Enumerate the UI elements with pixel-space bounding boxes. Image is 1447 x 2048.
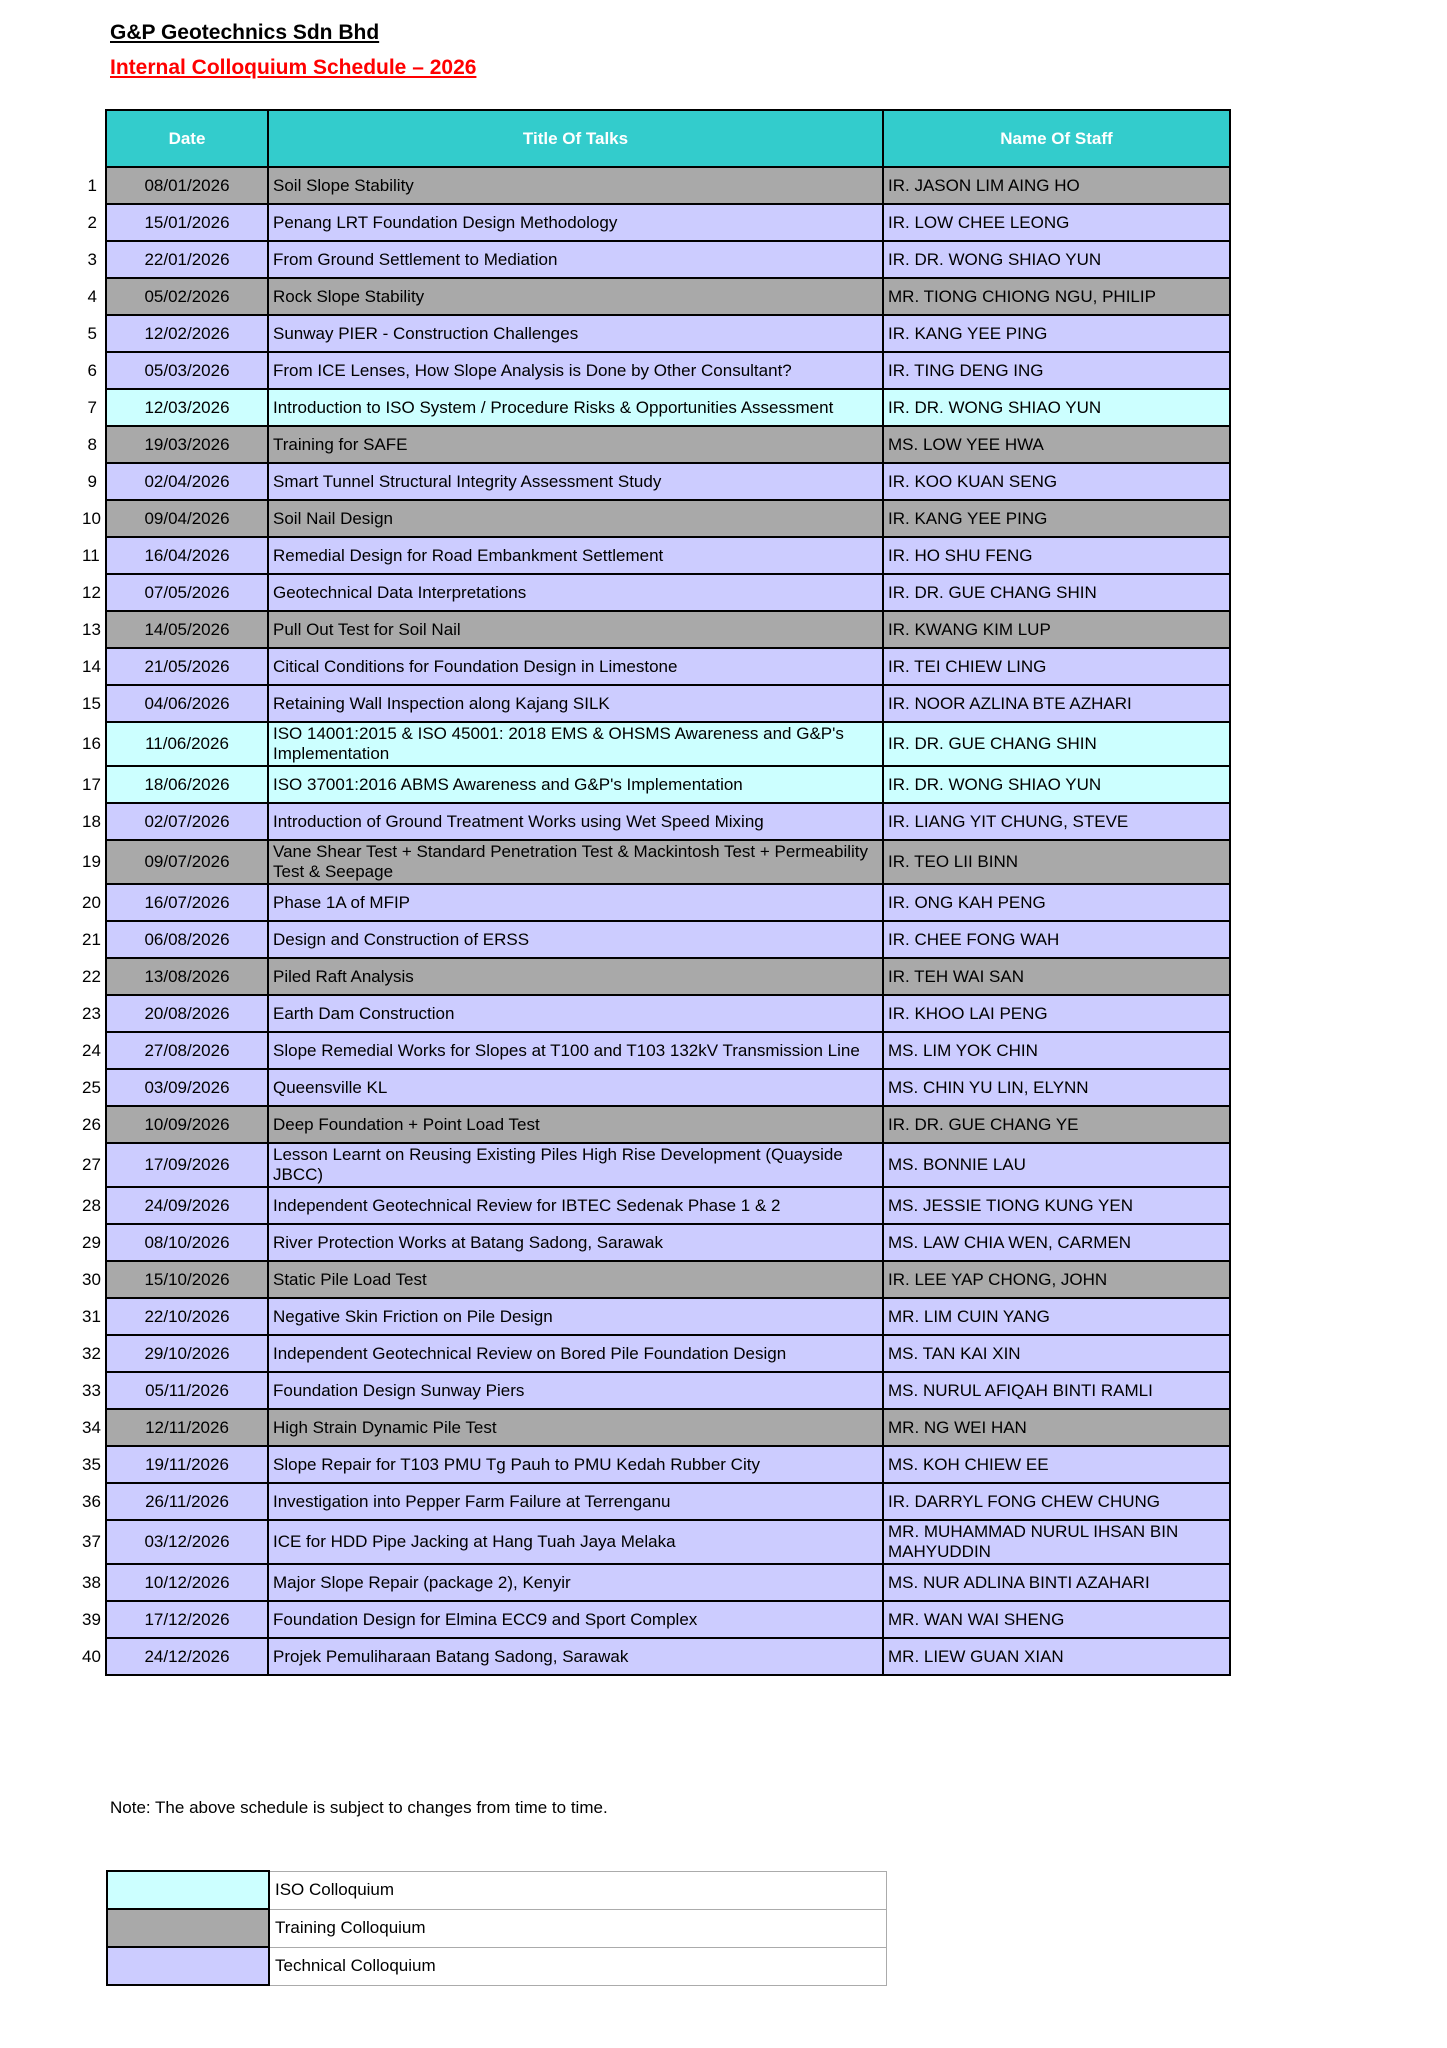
table-row — [78, 1409, 1230, 1446]
table-row — [78, 1032, 1230, 1069]
table-row — [78, 1143, 1230, 1187]
row-number: 4 — [78, 278, 106, 315]
cell-staff: IR. TEO LII BINN — [883, 840, 1230, 884]
cell-staff: MS. LOW YEE HWA — [883, 426, 1230, 463]
legend-swatch-iso — [107, 1871, 269, 1909]
row-number: 6 — [78, 352, 106, 389]
cell-title: Earth Dam Construction — [268, 995, 883, 1032]
cell-title: Design and Construction of ERSS — [268, 921, 883, 958]
table-row — [78, 1520, 1230, 1564]
cell-title: Independent Geotechnical Review for IBTEC Sedenak Phase 1 & 2 — [268, 1187, 883, 1224]
cell-title: Remedial Design for Road Embankment Settlement — [268, 537, 883, 574]
table-row — [78, 611, 1230, 648]
cell-date: 20/08/2026 — [106, 995, 268, 1032]
cell-staff: IR. DR. GUE CHANG SHIN — [883, 574, 1230, 611]
cell-title: Queensville KL — [268, 1069, 883, 1106]
cell-title: Piled Raft Analysis — [268, 958, 883, 995]
cell-staff: IR. LOW CHEE LEONG — [883, 204, 1230, 241]
cell-title: Investigation into Pepper Farm Failure at Terrenganu — [268, 1483, 883, 1520]
cell-date: 03/09/2026 — [106, 1069, 268, 1106]
legend-label-iso: ISO Colloquium — [269, 1871, 886, 1909]
cell-date: 02/07/2026 — [106, 803, 268, 840]
cell-staff: MS. TAN KAI XIN — [883, 1335, 1230, 1372]
cell-title: Independent Geotechnical Review on Bored Pile Foundation Design — [268, 1335, 883, 1372]
cell-staff: IR. KOO KUAN SENG — [883, 463, 1230, 500]
cell-date: 06/08/2026 — [106, 921, 268, 958]
row-number: 14 — [78, 648, 106, 685]
cell-title: ISO 37001:2016 ABMS Awareness and G&P's Implementation — [268, 766, 883, 803]
table-row — [78, 1224, 1230, 1261]
row-number: 27 — [78, 1143, 106, 1187]
row-number: 33 — [78, 1372, 106, 1409]
legend-row-training — [107, 1909, 886, 1947]
cell-date: 09/04/2026 — [106, 500, 268, 537]
cell-staff: IR. TEI CHIEW LING — [883, 648, 1230, 685]
cell-title: Projek Pemuliharaan Batang Sadong, Sarawak — [268, 1638, 883, 1675]
table-row — [78, 1638, 1230, 1675]
cell-title: Foundation Design Sunway Piers — [268, 1372, 883, 1409]
cell-title: River Protection Works at Batang Sadong, Sarawak — [268, 1224, 883, 1261]
cell-title: High Strain Dynamic Pile Test — [268, 1409, 883, 1446]
cell-staff: IR. KHOO LAI PENG — [883, 995, 1230, 1032]
table-row — [78, 1335, 1230, 1372]
cell-staff: IR. DR. GUE CHANG SHIN — [883, 722, 1230, 766]
schedule-table — [78, 109, 1231, 1676]
cell-date: 12/03/2026 — [106, 389, 268, 426]
row-number: 10 — [78, 500, 106, 537]
cell-staff: MS. KOH CHIEW EE — [883, 1446, 1230, 1483]
cell-date: 18/06/2026 — [106, 766, 268, 803]
cell-date: 16/04/2026 — [106, 537, 268, 574]
table-row — [78, 500, 1230, 537]
cell-title: Deep Foundation + Point Load Test — [268, 1106, 883, 1143]
row-number: 9 — [78, 463, 106, 500]
table-row — [78, 389, 1230, 426]
cell-date: 21/05/2026 — [106, 648, 268, 685]
cell-staff: MS. CHIN YU LIN, ELYNN — [883, 1069, 1230, 1106]
row-number: 30 — [78, 1261, 106, 1298]
row-number: 31 — [78, 1298, 106, 1335]
schedule-title: Internal Colloquium Schedule – 2026 — [110, 56, 477, 80]
row-number: 29 — [78, 1224, 106, 1261]
cell-date: 12/02/2026 — [106, 315, 268, 352]
cell-date: 16/07/2026 — [106, 884, 268, 921]
cell-date: 09/07/2026 — [106, 840, 268, 884]
cell-staff: MS. LAW CHIA WEN, CARMEN — [883, 1224, 1230, 1261]
cell-staff: IR. DR. WONG SHIAO YUN — [883, 389, 1230, 426]
header-title-of-talks: Title Of Talks — [268, 110, 883, 167]
cell-date: 22/10/2026 — [106, 1298, 268, 1335]
legend-label-training: Training Colloquium — [269, 1909, 886, 1947]
row-number: 15 — [78, 685, 106, 722]
row-number: 11 — [78, 537, 106, 574]
cell-staff: MS. BONNIE LAU — [883, 1143, 1230, 1187]
cell-staff: IR. NOOR AZLINA BTE AZHARI — [883, 685, 1230, 722]
table-row — [78, 1187, 1230, 1224]
cell-staff: MR. MUHAMMAD NURUL IHSAN BIN MAHYUDDIN — [883, 1520, 1230, 1564]
cell-title: Major Slope Repair (package 2), Kenyir — [268, 1564, 883, 1601]
row-number: 17 — [78, 766, 106, 803]
cell-date: 29/10/2026 — [106, 1335, 268, 1372]
cell-staff: MS. NURUL AFIQAH BINTI RAMLI — [883, 1372, 1230, 1409]
table-row — [78, 722, 1230, 766]
row-number: 8 — [78, 426, 106, 463]
cell-staff: MR. LIEW GUAN XIAN — [883, 1638, 1230, 1675]
table-row — [78, 685, 1230, 722]
table-row — [78, 1446, 1230, 1483]
cell-staff: MS. JESSIE TIONG KUNG YEN — [883, 1187, 1230, 1224]
cell-date: 05/02/2026 — [106, 278, 268, 315]
header-date: Date — [106, 110, 268, 167]
cell-title: Slope Repair for T103 PMU Tg Pauh to PMU Kedah Rubber City — [268, 1446, 883, 1483]
table-row — [78, 1564, 1230, 1601]
table-row — [78, 995, 1230, 1032]
cell-date: 24/12/2026 — [106, 1638, 268, 1675]
cell-staff: IR. DR. GUE CHANG YE — [883, 1106, 1230, 1143]
cell-date: 19/11/2026 — [106, 1446, 268, 1483]
schedule-note: Note: The above schedule is subject to changes from time to time. — [110, 1798, 608, 1817]
table-row — [78, 884, 1230, 921]
row-number: 7 — [78, 389, 106, 426]
cell-date: 10/09/2026 — [106, 1106, 268, 1143]
cell-title: Penang LRT Foundation Design Methodology — [268, 204, 883, 241]
cell-title: Introduction to ISO System / Procedure Risks & Opportunities Assessment — [268, 389, 883, 426]
cell-staff: IR. TEH WAI SAN — [883, 958, 1230, 995]
cell-date: 14/05/2026 — [106, 611, 268, 648]
cell-title: Phase 1A of MFIP — [268, 884, 883, 921]
cell-date: 24/09/2026 — [106, 1187, 268, 1224]
row-number: 39 — [78, 1601, 106, 1638]
cell-date: 08/01/2026 — [106, 167, 268, 204]
cell-staff: IR. LIANG YIT CHUNG, STEVE — [883, 803, 1230, 840]
table-row — [78, 167, 1230, 204]
schedule-body — [78, 167, 1230, 1675]
cell-title: Slope Remedial Works for Slopes at T100 and T103 132kV Transmission Line — [268, 1032, 883, 1069]
table-row — [78, 574, 1230, 611]
row-number: 12 — [78, 574, 106, 611]
row-number: 20 — [78, 884, 106, 921]
cell-staff: IR. ONG KAH PENG — [883, 884, 1230, 921]
table-row — [78, 426, 1230, 463]
cell-title: Training for SAFE — [268, 426, 883, 463]
row-number: 21 — [78, 921, 106, 958]
cell-title: Foundation Design for Elmina ECC9 and Sport Complex — [268, 1601, 883, 1638]
cell-title: ICE for HDD Pipe Jacking at Hang Tuah Jaya Melaka — [268, 1520, 883, 1564]
cell-title: Smart Tunnel Structural Integrity Assessment Study — [268, 463, 883, 500]
cell-date: 13/08/2026 — [106, 958, 268, 995]
cell-date: 10/12/2026 — [106, 1564, 268, 1601]
cell-staff: IR. KANG YEE PING — [883, 315, 1230, 352]
cell-title: Negative Skin Friction on Pile Design — [268, 1298, 883, 1335]
cell-staff: MR. LIM CUIN YANG — [883, 1298, 1230, 1335]
table-row — [78, 352, 1230, 389]
row-number: 40 — [78, 1638, 106, 1675]
cell-date: 15/01/2026 — [106, 204, 268, 241]
table-row — [78, 648, 1230, 685]
row-number: 36 — [78, 1483, 106, 1520]
table-header-row — [78, 110, 1230, 167]
legend-swatch-technical — [107, 1947, 269, 1985]
legend-table — [106, 1870, 887, 1986]
cell-title: Soil Slope Stability — [268, 167, 883, 204]
cell-staff: IR. KANG YEE PING — [883, 500, 1230, 537]
cell-title: ISO 14001:2015 & ISO 45001: 2018 EMS & OHSMS Awareness and G&P's Implementation — [268, 722, 883, 766]
cell-date: 05/11/2026 — [106, 1372, 268, 1409]
table-row — [78, 241, 1230, 278]
table-row — [78, 840, 1230, 884]
table-row — [78, 463, 1230, 500]
cell-title: Retaining Wall Inspection along Kajang SILK — [268, 685, 883, 722]
table-row — [78, 766, 1230, 803]
cell-date: 12/11/2026 — [106, 1409, 268, 1446]
document-header — [110, 20, 476, 82]
table-row — [78, 1372, 1230, 1409]
cell-title: Pull Out Test for Soil Nail — [268, 611, 883, 648]
table-row — [78, 1298, 1230, 1335]
cell-staff: IR. JASON LIM AING HO — [883, 167, 1230, 204]
cell-date: 08/10/2026 — [106, 1224, 268, 1261]
row-number: 26 — [78, 1106, 106, 1143]
cell-title: From ICE Lenses, How Slope Analysis is Done by Other Consultant? — [268, 352, 883, 389]
legend-row-iso — [107, 1871, 886, 1909]
cell-staff: MR. WAN WAI SHENG — [883, 1601, 1230, 1638]
cell-staff: IR. DR. WONG SHIAO YUN — [883, 766, 1230, 803]
cell-staff: MR. TIONG CHIONG NGU, PHILIP — [883, 278, 1230, 315]
row-number: 28 — [78, 1187, 106, 1224]
table-row — [78, 803, 1230, 840]
table-row — [78, 204, 1230, 241]
cell-date: 02/04/2026 — [106, 463, 268, 500]
table-row — [78, 921, 1230, 958]
cell-date: 26/11/2026 — [106, 1483, 268, 1520]
cell-date: 17/12/2026 — [106, 1601, 268, 1638]
cell-staff: IR. TING DENG ING — [883, 352, 1230, 389]
table-row — [78, 958, 1230, 995]
row-number: 32 — [78, 1335, 106, 1372]
cell-staff: MR. NG WEI HAN — [883, 1409, 1230, 1446]
cell-staff: IR. DR. WONG SHIAO YUN — [883, 241, 1230, 278]
header-spacer — [78, 110, 106, 167]
row-number: 16 — [78, 722, 106, 766]
cell-staff: MS. NUR ADLINA BINTI AZAHARI — [883, 1564, 1230, 1601]
cell-title: Geotechnical Data Interpretations — [268, 574, 883, 611]
row-number: 19 — [78, 840, 106, 884]
cell-date: 17/09/2026 — [106, 1143, 268, 1187]
cell-staff: IR. CHEE FONG WAH — [883, 921, 1230, 958]
row-number: 1 — [78, 167, 106, 204]
cell-title: Citical Conditions for Foundation Design in Limestone — [268, 648, 883, 685]
table-row — [78, 1601, 1230, 1638]
table-row — [78, 1069, 1230, 1106]
cell-title: Static Pile Load Test — [268, 1261, 883, 1298]
table-row — [78, 1261, 1230, 1298]
cell-staff: IR. LEE YAP CHONG, JOHN — [883, 1261, 1230, 1298]
table-row — [78, 315, 1230, 352]
row-number: 37 — [78, 1520, 106, 1564]
row-number: 3 — [78, 241, 106, 278]
cell-title: Introduction of Ground Treatment Works using Wet Speed Mixing — [268, 803, 883, 840]
cell-date: 04/06/2026 — [106, 685, 268, 722]
header-name-of-staff: Name Of Staff — [883, 110, 1230, 167]
row-number: 22 — [78, 958, 106, 995]
cell-title: Sunway PIER - Construction Challenges — [268, 315, 883, 352]
row-number: 2 — [78, 204, 106, 241]
row-number: 38 — [78, 1564, 106, 1601]
cell-title: Lesson Learnt on Reusing Existing Piles High Rise Development (Quayside JBCC) — [268, 1143, 883, 1187]
table-row — [78, 1483, 1230, 1520]
cell-date: 11/06/2026 — [106, 722, 268, 766]
table-row — [78, 537, 1230, 574]
row-number: 35 — [78, 1446, 106, 1483]
legend-swatch-training — [107, 1909, 269, 1947]
legend-label-technical: Technical Colloquium — [269, 1947, 886, 1985]
row-number: 5 — [78, 315, 106, 352]
cell-staff: IR. HO SHU FENG — [883, 537, 1230, 574]
row-number: 18 — [78, 803, 106, 840]
row-number: 25 — [78, 1069, 106, 1106]
cell-title: Soil Nail Design — [268, 500, 883, 537]
legend-row-technical — [107, 1947, 886, 1985]
cell-date: 05/03/2026 — [106, 352, 268, 389]
row-number: 23 — [78, 995, 106, 1032]
cell-date: 19/03/2026 — [106, 426, 268, 463]
cell-title: From Ground Settlement to Mediation — [268, 241, 883, 278]
cell-staff: IR. KWANG KIM LUP — [883, 611, 1230, 648]
cell-date: 22/01/2026 — [106, 241, 268, 278]
cell-title: Vane Shear Test + Standard Penetration Test & Mackintosh Test + Permeability Test & Seepage — [268, 840, 883, 884]
cell-date: 07/05/2026 — [106, 574, 268, 611]
table-row — [78, 278, 1230, 315]
company-title: G&P Geotechnics Sdn Bhd — [110, 21, 380, 44]
cell-staff: MS. LIM YOK CHIN — [883, 1032, 1230, 1069]
cell-date: 15/10/2026 — [106, 1261, 268, 1298]
cell-date: 27/08/2026 — [106, 1032, 268, 1069]
cell-date: 03/12/2026 — [106, 1520, 268, 1564]
row-number: 13 — [78, 611, 106, 648]
row-number: 24 — [78, 1032, 106, 1069]
cell-staff: IR. DARRYL FONG CHEW CHUNG — [883, 1483, 1230, 1520]
row-number: 34 — [78, 1409, 106, 1446]
cell-title: Rock Slope Stability — [268, 278, 883, 315]
table-row — [78, 1106, 1230, 1143]
